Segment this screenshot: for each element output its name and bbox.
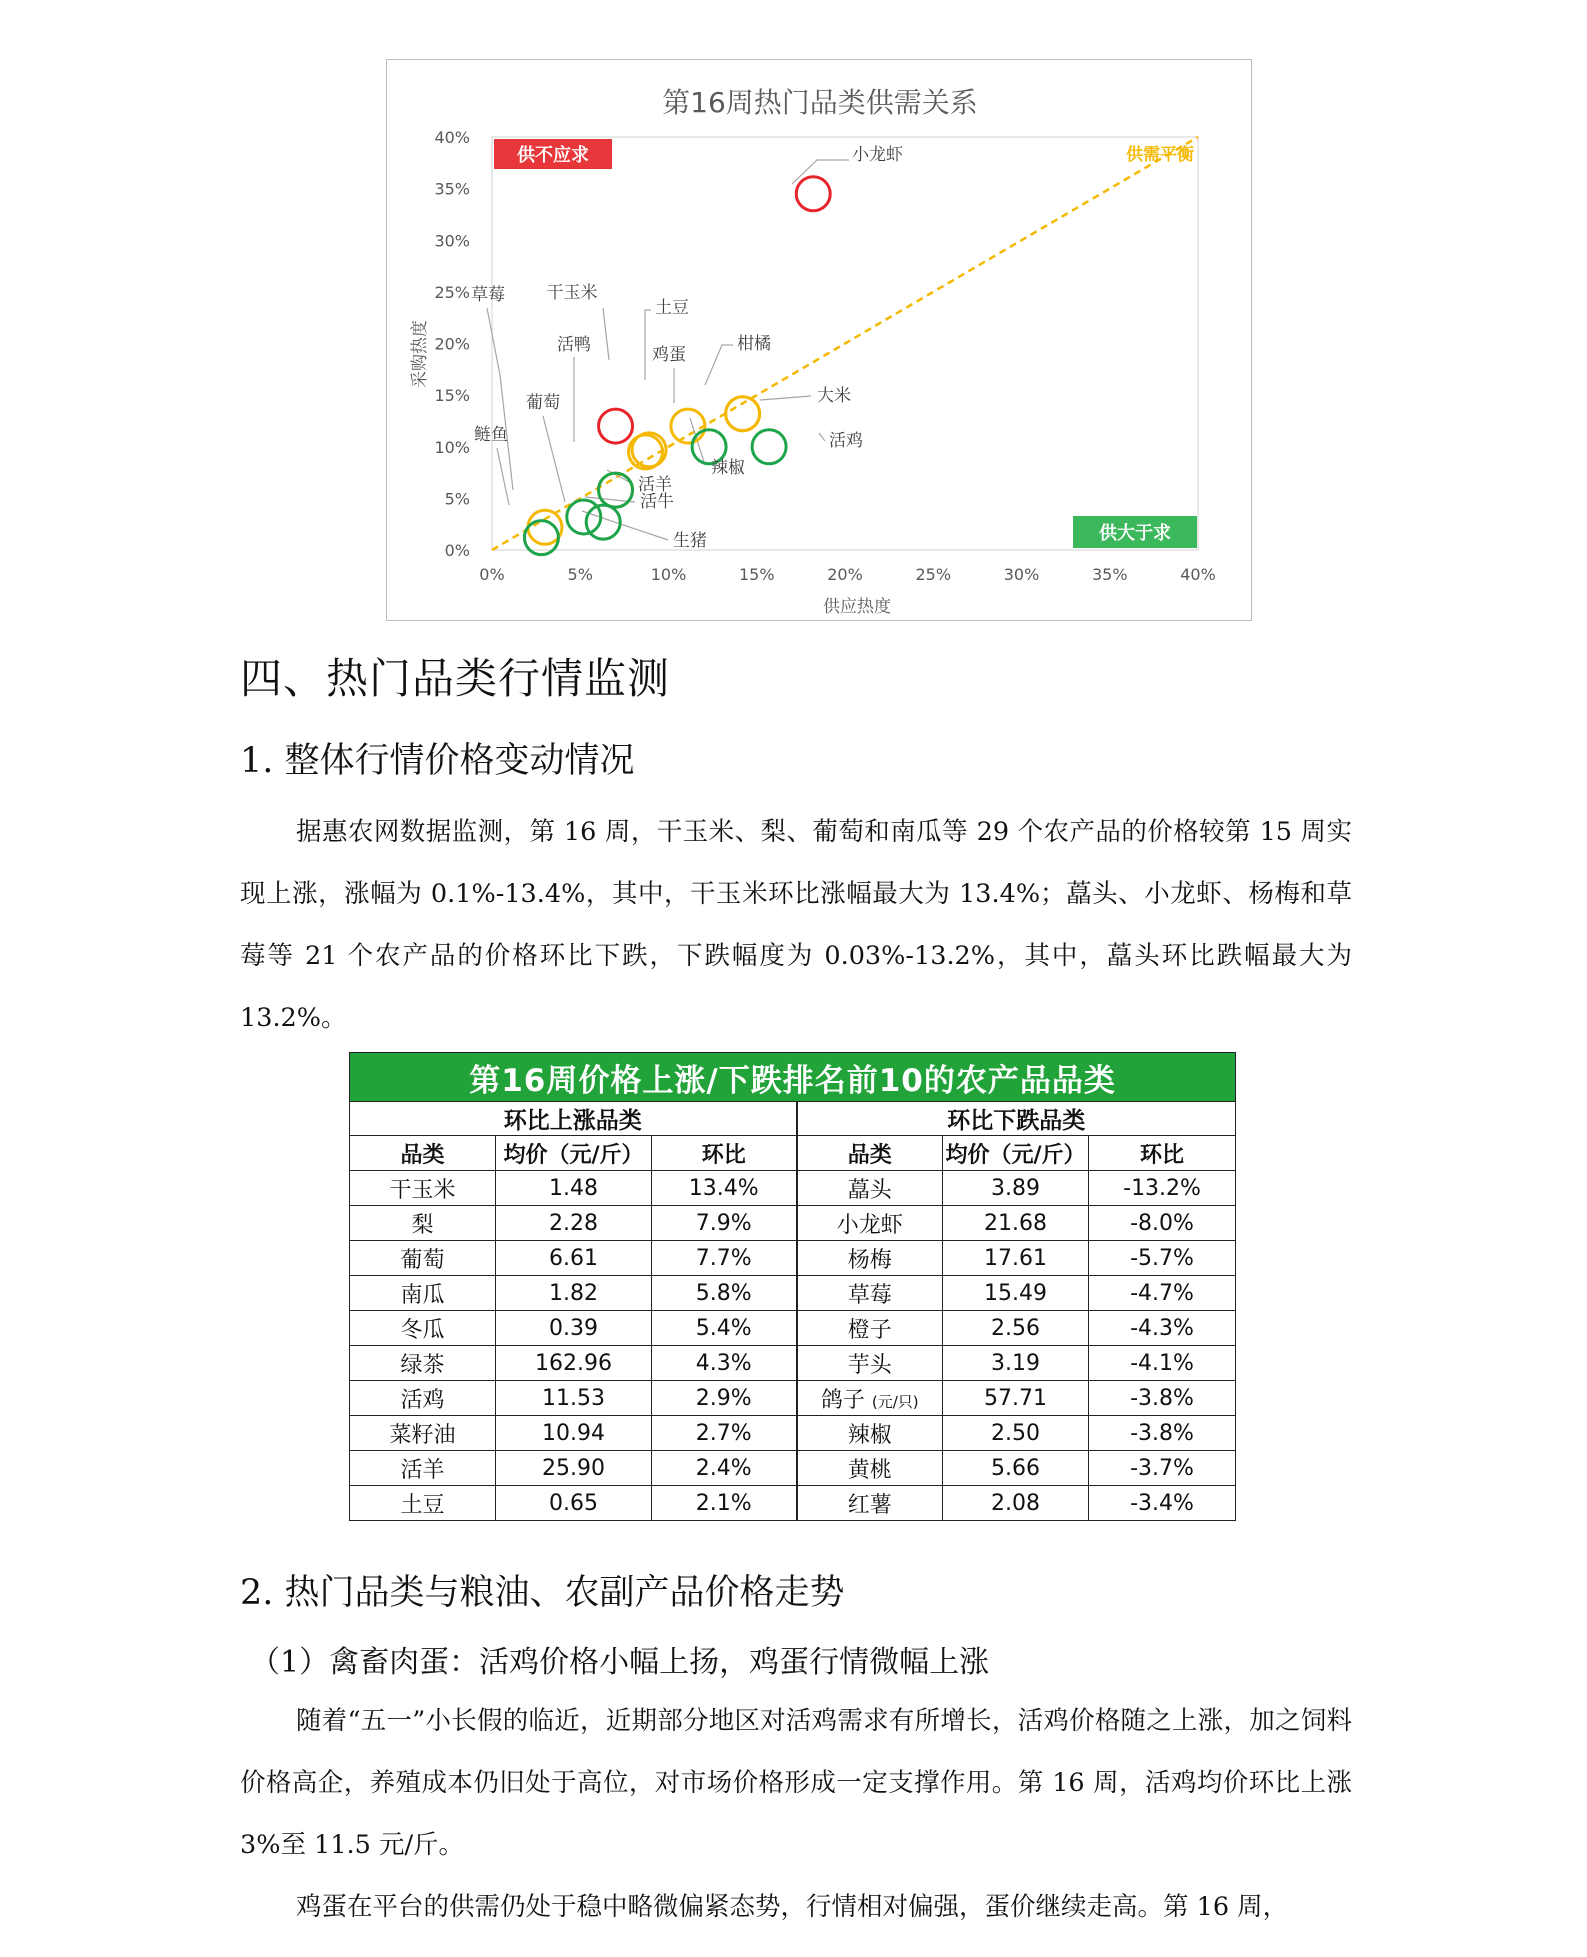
table-cell	[652, 1311, 797, 1346]
table-cell-text: 绿茶	[400, 1352, 445, 1378]
table-cell	[1089, 1451, 1236, 1486]
y-tick-label: 30%	[434, 231, 470, 251]
table-cell-text: -3.8%	[1130, 1420, 1194, 1446]
x-tick-label: 5%	[567, 565, 593, 584]
y-axis-label: 采购热度	[410, 320, 430, 388]
point-label: 辣椒	[711, 458, 745, 478]
table-cell	[797, 1346, 943, 1381]
table-cell	[1089, 1241, 1236, 1276]
data-point-活羊	[599, 473, 633, 507]
paragraph-eggs: 鸡蛋在平台的供需仍处于稳中略微偏紧态势，行情相对偏强，蛋价继续走高。第 16 周，	[296, 1892, 1289, 1922]
point-label: 草莓	[471, 285, 505, 305]
table-cell-text: 小龙虾	[836, 1212, 903, 1238]
data-point-活牛	[567, 500, 601, 534]
x-tick-label: 0%	[479, 565, 505, 584]
table-cell	[797, 1381, 943, 1416]
table-cell	[943, 1206, 1089, 1241]
point-label: 生猪	[673, 531, 707, 551]
table-cell	[943, 1451, 1089, 1486]
data-point-小龙虾	[796, 177, 830, 211]
table-cell	[652, 1241, 797, 1276]
table-cell	[943, 1381, 1089, 1416]
x-tick-label: 15%	[738, 565, 775, 584]
table-row	[350, 1241, 1236, 1276]
table-cell	[652, 1451, 797, 1486]
table-cell-text: 5.4%	[695, 1315, 752, 1341]
table-cell	[797, 1416, 943, 1451]
x-tick-label: 25%	[915, 565, 952, 584]
table-cell	[797, 1276, 943, 1311]
leader-line	[705, 345, 733, 385]
table-cell	[652, 1276, 797, 1311]
table-cell-text: 藠头	[847, 1177, 892, 1203]
table-cell	[496, 1346, 652, 1381]
table-cell-text: 25.90	[542, 1455, 605, 1481]
table-cell	[350, 1346, 496, 1381]
x-tick-label: 20%	[827, 565, 863, 584]
data-point-鸡蛋	[671, 409, 705, 443]
table-row	[350, 1381, 1236, 1416]
point-label: 土豆	[655, 298, 689, 318]
table-cell	[797, 1171, 943, 1206]
zone-label-balance: 供需平衡	[1126, 145, 1194, 165]
table-cell-text: 3.19	[991, 1350, 1040, 1376]
column-header: 环比	[1089, 1136, 1236, 1171]
table-cell	[1089, 1486, 1236, 1521]
table-cell	[652, 1346, 797, 1381]
subsection-heading-1: 1. 整体行情价格变动情况	[240, 741, 635, 781]
table-cell-text: 菜籽油	[389, 1422, 456, 1448]
table-cell-text: 2.56	[991, 1315, 1040, 1341]
table-cell-text: -13.2%	[1123, 1175, 1201, 1201]
table-cell-text: 17.61	[984, 1245, 1047, 1271]
table-cell-text: 2.7%	[695, 1420, 752, 1446]
table-cell-text: 0.65	[549, 1490, 598, 1516]
table-cell-text: 南瓜	[400, 1282, 445, 1308]
table-cell-text: 2.9%	[695, 1385, 752, 1411]
data-point-干玉米	[599, 409, 633, 443]
table-cell	[1089, 1311, 1236, 1346]
x-axis-label: 供应热度	[823, 597, 891, 617]
table-cell-text: 活鸡	[400, 1387, 445, 1413]
table-cell-text: 2.4%	[695, 1455, 752, 1481]
table-cell	[797, 1486, 943, 1521]
table-cell	[496, 1311, 652, 1346]
table-cell-text: 2.08	[991, 1490, 1040, 1516]
table-row	[350, 1171, 1236, 1206]
point-label: 小龙虾	[852, 145, 903, 165]
data-point-活鸡	[752, 430, 786, 464]
price-ranking-table	[349, 1052, 1236, 1521]
x-tick-label: 10%	[650, 565, 687, 584]
column-header: 环比	[652, 1136, 797, 1171]
table-cell-text: 草莓	[847, 1282, 892, 1308]
point-label: 活牛	[640, 492, 674, 512]
point-label: 大米	[817, 386, 851, 406]
table-cell	[496, 1416, 652, 1451]
section-heading: 四、热门品类行情监测	[240, 654, 671, 703]
table-cell	[350, 1486, 496, 1521]
table-cell-text: 10.94	[542, 1420, 605, 1446]
column-header: 均价（元/斤）	[943, 1136, 1089, 1171]
y-tick-label: 5%	[444, 489, 470, 509]
table-cell	[943, 1311, 1089, 1346]
table-cell	[797, 1206, 943, 1241]
table-cell-text: 15.49	[984, 1280, 1047, 1306]
table-cell	[943, 1241, 1089, 1276]
table-cell-text: 橙子	[847, 1317, 892, 1343]
table-cell-text: 2.28	[549, 1210, 598, 1236]
table-cell	[1089, 1171, 1236, 1206]
table-cell	[350, 1206, 496, 1241]
table-cell	[496, 1171, 652, 1206]
table-cell	[652, 1206, 797, 1241]
leader-line	[645, 310, 651, 380]
data-points	[524, 177, 830, 555]
zone-label-shortage: 供不应求	[517, 145, 589, 166]
table-cell-text: 黄桃	[847, 1457, 892, 1483]
subsection-heading-2: 2. 热门品类与粮油、农副产品价格走势	[240, 1573, 845, 1613]
table-cell	[496, 1451, 652, 1486]
table-cell	[943, 1416, 1089, 1451]
table-row	[350, 1206, 1236, 1241]
fall-group-header: 环比下跌品类	[797, 1102, 1236, 1136]
table-cell	[652, 1416, 797, 1451]
point-label: 干玉米	[546, 283, 598, 303]
table-cell-text: -3.8%	[1130, 1385, 1194, 1411]
point-label: 鲢鱼	[474, 425, 508, 445]
table-cell-text: 土豆	[400, 1492, 445, 1518]
x-tick-label: 40%	[1180, 565, 1216, 584]
point-label: 活鸭	[557, 335, 591, 355]
y-tick-label: 35%	[434, 179, 470, 199]
table-cell-text: 3.89	[991, 1175, 1040, 1201]
data-point-大米	[726, 397, 760, 431]
leader-line	[497, 448, 509, 505]
paragraph-live-chicken: 随着“五一”小长假的临近，近期部分地区对活鸡需求有所增长，活鸡价格随之上涨，加之饲料价格高企，养殖成本仍旧处于高位，对市场价格形成一定支撑作用。第 16 周，活鸡均价环比上涨 3%至 11.5 元/斤。	[240, 1706, 1352, 1860]
table-cell-text: 7.7%	[695, 1245, 752, 1271]
table-cell	[350, 1381, 496, 1416]
rise-group-header: 环比上涨品类	[350, 1102, 797, 1136]
table-body	[350, 1171, 1236, 1521]
table-cell-text: -3.4%	[1130, 1490, 1194, 1516]
table-cell-text: 1.48	[549, 1175, 598, 1201]
table-cell	[652, 1381, 797, 1416]
table-cell	[1089, 1416, 1236, 1451]
table-cell	[350, 1311, 496, 1346]
table-cell-text: 7.9%	[695, 1210, 752, 1236]
table-cell-text: 5.66	[991, 1455, 1040, 1481]
table-cell-text: 葡萄	[400, 1247, 445, 1273]
table-row	[350, 1311, 1236, 1346]
table-cell-text: 21.68	[984, 1210, 1047, 1236]
point-label: 活羊	[638, 475, 672, 495]
table-cell-text: 4.3%	[695, 1350, 752, 1376]
table-cell	[652, 1486, 797, 1521]
table-cell	[943, 1171, 1089, 1206]
point-label: 活鸡	[829, 431, 863, 451]
y-tick-label: 20%	[434, 334, 470, 354]
scatter-chart-svg	[387, 60, 1253, 622]
y-tick-label: 25%	[434, 282, 470, 302]
unit-note: (元/只)	[871, 1392, 919, 1411]
table-cell-text: 干玉米	[389, 1177, 456, 1203]
table-cell	[943, 1276, 1089, 1311]
subsection-heading-3: （1）禽畜肉蛋：活鸡价格小幅上扬，鸡蛋行情微幅上涨	[250, 1645, 990, 1680]
table-cell	[496, 1241, 652, 1276]
y-tick-label: 40%	[434, 128, 470, 147]
table-row	[350, 1346, 1236, 1381]
table-cell	[797, 1451, 943, 1486]
table-cell	[496, 1486, 652, 1521]
table-cell	[496, 1381, 652, 1416]
y-tick-label: 0%	[444, 541, 470, 560]
table-cell	[350, 1171, 496, 1206]
paragraph-overall-price: 据惠农网数据监测，第 16 周，干玉米、梨、葡萄和南瓜等 29 个农产品的价格较第 15 周实现上涨，涨幅为 0.1%-13.4%，其中，干玉米环比涨幅最大为 13.4%；藠头、小龙虾、杨梅和草莓等 21 个农产品的价格环比下跌，下跌幅度为 0.03%-13.2%，其中，藠头环比跌幅最大为 13.2%。	[240, 817, 1352, 1033]
y-tick-label: 10%	[434, 437, 470, 457]
table-cell-text: 13.4%	[688, 1175, 759, 1201]
table-cell	[350, 1416, 496, 1451]
leader-line	[603, 308, 609, 360]
table-cell-text: -8.0%	[1130, 1210, 1194, 1236]
table-cell-text: 0.39	[549, 1315, 598, 1341]
table-cell	[1089, 1381, 1236, 1416]
table-cell-text: 辣椒	[847, 1422, 892, 1448]
table-row	[350, 1451, 1236, 1486]
table-row	[350, 1486, 1236, 1521]
table-cell	[1089, 1346, 1236, 1381]
point-label: 柑橘	[737, 334, 771, 354]
zone-label-surplus: 供大于求	[1099, 523, 1171, 544]
table-cell-text: 6.61	[549, 1245, 598, 1271]
leader-line	[819, 433, 825, 441]
table-cell	[496, 1206, 652, 1241]
table-cell	[797, 1311, 943, 1346]
table-cell-text: 162.96	[535, 1350, 612, 1376]
x-tick-label: 30%	[1003, 565, 1040, 584]
table-cell-text: 1.82	[549, 1280, 598, 1306]
table-title: 第16周价格上涨/下跌排名前10的农产品品类	[350, 1053, 1236, 1102]
table-cell	[350, 1276, 496, 1311]
x-tick-label: 35%	[1091, 565, 1128, 584]
table-row	[350, 1416, 1236, 1451]
table-cell-text: 57.71	[984, 1385, 1047, 1411]
supply-demand-chart	[386, 59, 1252, 621]
table-cell-text: 冬瓜	[400, 1317, 445, 1343]
point-label: 葡萄	[526, 393, 560, 413]
table-cell-text: -4.3%	[1130, 1315, 1194, 1341]
table-row	[350, 1276, 1236, 1311]
table-cell-text: 2.50	[991, 1420, 1040, 1446]
table-cell-text: 2.1%	[695, 1490, 752, 1516]
y-tick-label: 15%	[434, 386, 470, 406]
table-cell	[943, 1486, 1089, 1521]
table-cell-text: 梨	[411, 1212, 434, 1238]
column-header: 品类	[350, 1136, 496, 1171]
table-cell	[797, 1241, 943, 1276]
table-cell-text: 芋头	[847, 1352, 892, 1378]
point-label: 鸡蛋	[652, 345, 686, 365]
table-cell-text: 杨梅	[847, 1247, 892, 1273]
table-cell	[1089, 1276, 1236, 1311]
table-cell	[496, 1276, 652, 1311]
table-cell-text: -4.7%	[1130, 1280, 1194, 1306]
table-cell-text: -4.1%	[1130, 1350, 1194, 1376]
column-header: 均价（元/斤）	[496, 1136, 652, 1171]
leader-line	[760, 396, 811, 400]
table-cell-text: -5.7%	[1130, 1245, 1194, 1271]
table-cell	[1089, 1206, 1236, 1241]
table-cell-text: 5.8%	[695, 1280, 752, 1306]
table-cell-text: 鸽子	[820, 1387, 865, 1413]
table-header-row	[350, 1136, 1236, 1171]
table-cell-text: 红薯	[847, 1492, 892, 1518]
table-cell	[350, 1451, 496, 1486]
table-cell	[652, 1171, 797, 1206]
table-cell	[350, 1241, 496, 1276]
table-cell-text: 11.53	[542, 1385, 605, 1411]
table-cell-text: 活羊	[400, 1457, 445, 1483]
chart-title: 第16周热门品类供需关系	[662, 86, 978, 119]
column-header: 品类	[797, 1136, 943, 1171]
leader-line	[543, 416, 565, 502]
table-cell	[943, 1346, 1089, 1381]
table-cell-text: -3.7%	[1130, 1455, 1194, 1481]
